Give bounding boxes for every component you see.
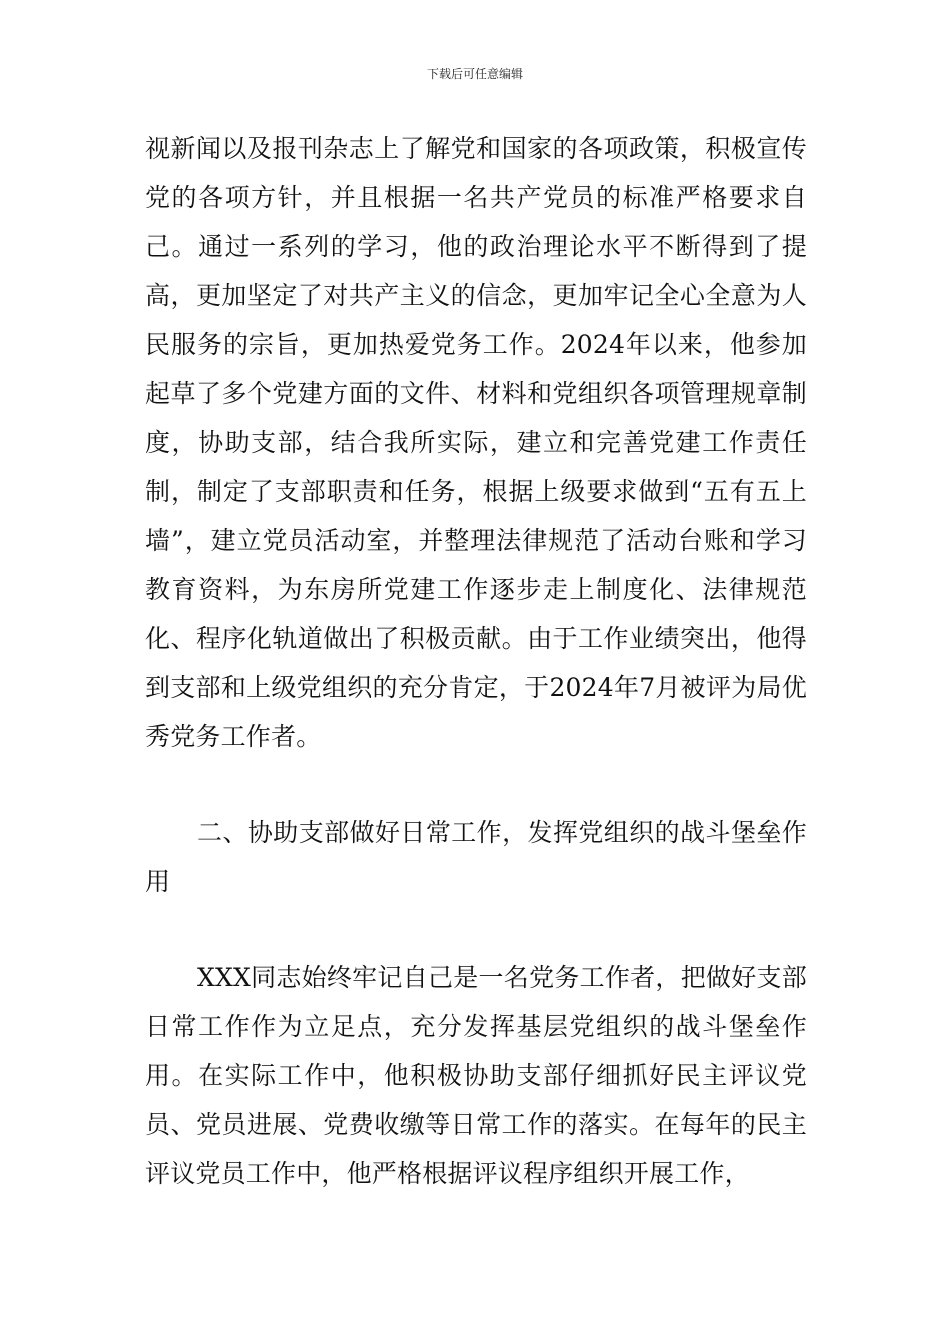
body-paragraph: 视新闻以及报刊杂志上了解党和国家的各项政策，积极宣传党的各项方针，并且根据一名共产党员的标准严格要求自己。通过一系列的学习，他的政治理论水平不断得到了提高，更加坚定了对共产主义的信念，更加牢记全心全意为人民服务的宗旨，更加热爱党务工作。2024年以来，他参加起草了多个党建方面的文件、材料和党组织各项管理规章制度，协助支部，结合我所实际，建立和完善党建工作责任制，制定了支部职责和任务，根据上级要求做到“五有五上墙”，建立党员活动室，并整理法律规范了活动台账和学习教育资料，为东房所党建工作逐步走上制度化、法律规范化、程序化轨道做出了积极贡献。由于工作业绩突出，他得到支部和上级党组织的充分肯定，于2024年7月被评为局优秀党务工作者。: [145, 134, 807, 751]
body-paragraph: XXX同志始终牢记自己是一名党务工作者，把做好支部日常工作作为立足点，充分发挥基层党组织的战斗堡垒作用。在实际工作中，他积极协助支部仔细抓好民主评议党员、党员进展、党费收缴等日常工作的落实。在每年的民主评议党员工作中，他严格根据评议程序组织开展工作，: [145, 963, 807, 1188]
document-body: [145, 124, 807, 1198]
section-heading: 二、协助支部做好日常工作，发挥党组织的战斗堡垒作用: [145, 818, 807, 896]
paragraph-spacer: [145, 761, 807, 808]
header-note: 下载后可任意编辑: [426, 67, 523, 81]
paragraph-spacer: [145, 906, 807, 953]
